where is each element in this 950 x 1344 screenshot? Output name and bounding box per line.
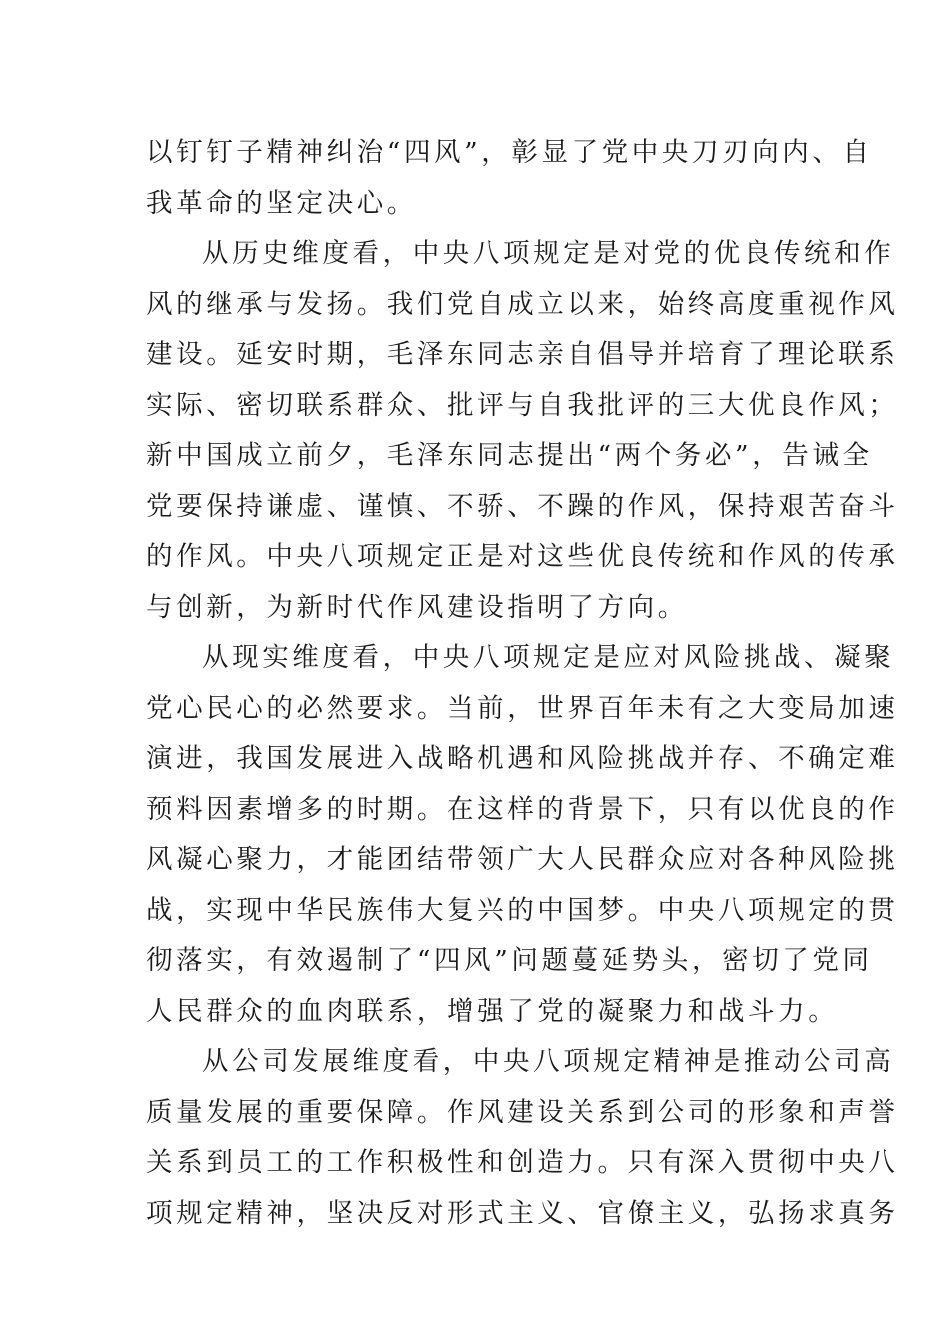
paragraph-start-line: 从历史维度看，中央八项规定是对党的优良传统和作 xyxy=(202,238,895,269)
paragraph-start-line: 从公司发展维度看，中央八项规定精神是推动公司高 xyxy=(202,1046,895,1077)
text-line: 彻落实，有效遏制了“四风”问题蔓延势头，密切了党同 xyxy=(146,945,873,976)
text-line: 以钉钉子精神纠治“四风”，彰显了党中央刀刃向内、自 xyxy=(146,137,873,168)
body-text xyxy=(146,128,899,1239)
text-line: 新中国成立前夕，毛泽东同志提出“两个务必”，告诫全 xyxy=(146,440,873,471)
text-line: 质量发展的重要保障。作风建设关系到公司的形象和声誉 xyxy=(146,1096,899,1128)
text-line: 实际、密切联系群众、批评与自我批评的三大优良作风； xyxy=(146,389,899,421)
text-line: 演进，我国发展进入战略机遇和风险挑战并存、不确定难 xyxy=(146,743,899,774)
text-line: 建设。延安时期，毛泽东同志亲自倡导并培育了理论联系 xyxy=(146,339,899,370)
text-line: 我革命的坚定决心。 xyxy=(146,187,417,219)
text-line: 党要保持谦虚、谨慎、不骄、不躁的作风，保持艰苦奋斗 xyxy=(146,490,899,522)
paragraph-start-line: 从现实维度看，中央八项规定是应对风险挑战、凝聚 xyxy=(202,642,895,673)
text-line: 的作风。中央八项规定正是对这些优良传统和作风的传承 xyxy=(146,541,899,572)
text-line: 关系到员工的工作积极性和创造力。只有深入贯彻中央八 xyxy=(146,1147,899,1178)
text-line: 预料因素增多的时期。在这样的背景下，只有以优良的作 xyxy=(146,793,899,825)
text-line: 党心民心的必然要求。当前，世界百年未有之大变局加速 xyxy=(146,692,899,724)
text-line: 风的继承与发扬。我们党自成立以来，始终高度重视作风 xyxy=(146,288,899,320)
text-line: 与创新，为新时代作风建设指明了方向。 xyxy=(146,591,688,623)
text-line: 风凝心聚力，才能团结带领广大人民群众应对各种风险挑 xyxy=(146,844,899,875)
text-line: 战，实现中华民族伟大复兴的中国梦。中央八项规定的贯 xyxy=(146,894,899,926)
text-line: 项规定精神，坚决反对形式主义、官僚主义，弘扬求真务 xyxy=(146,1197,899,1229)
text-line: 人民群众的血肉联系，增强了党的凝聚力和战斗力。 xyxy=(146,995,839,1027)
